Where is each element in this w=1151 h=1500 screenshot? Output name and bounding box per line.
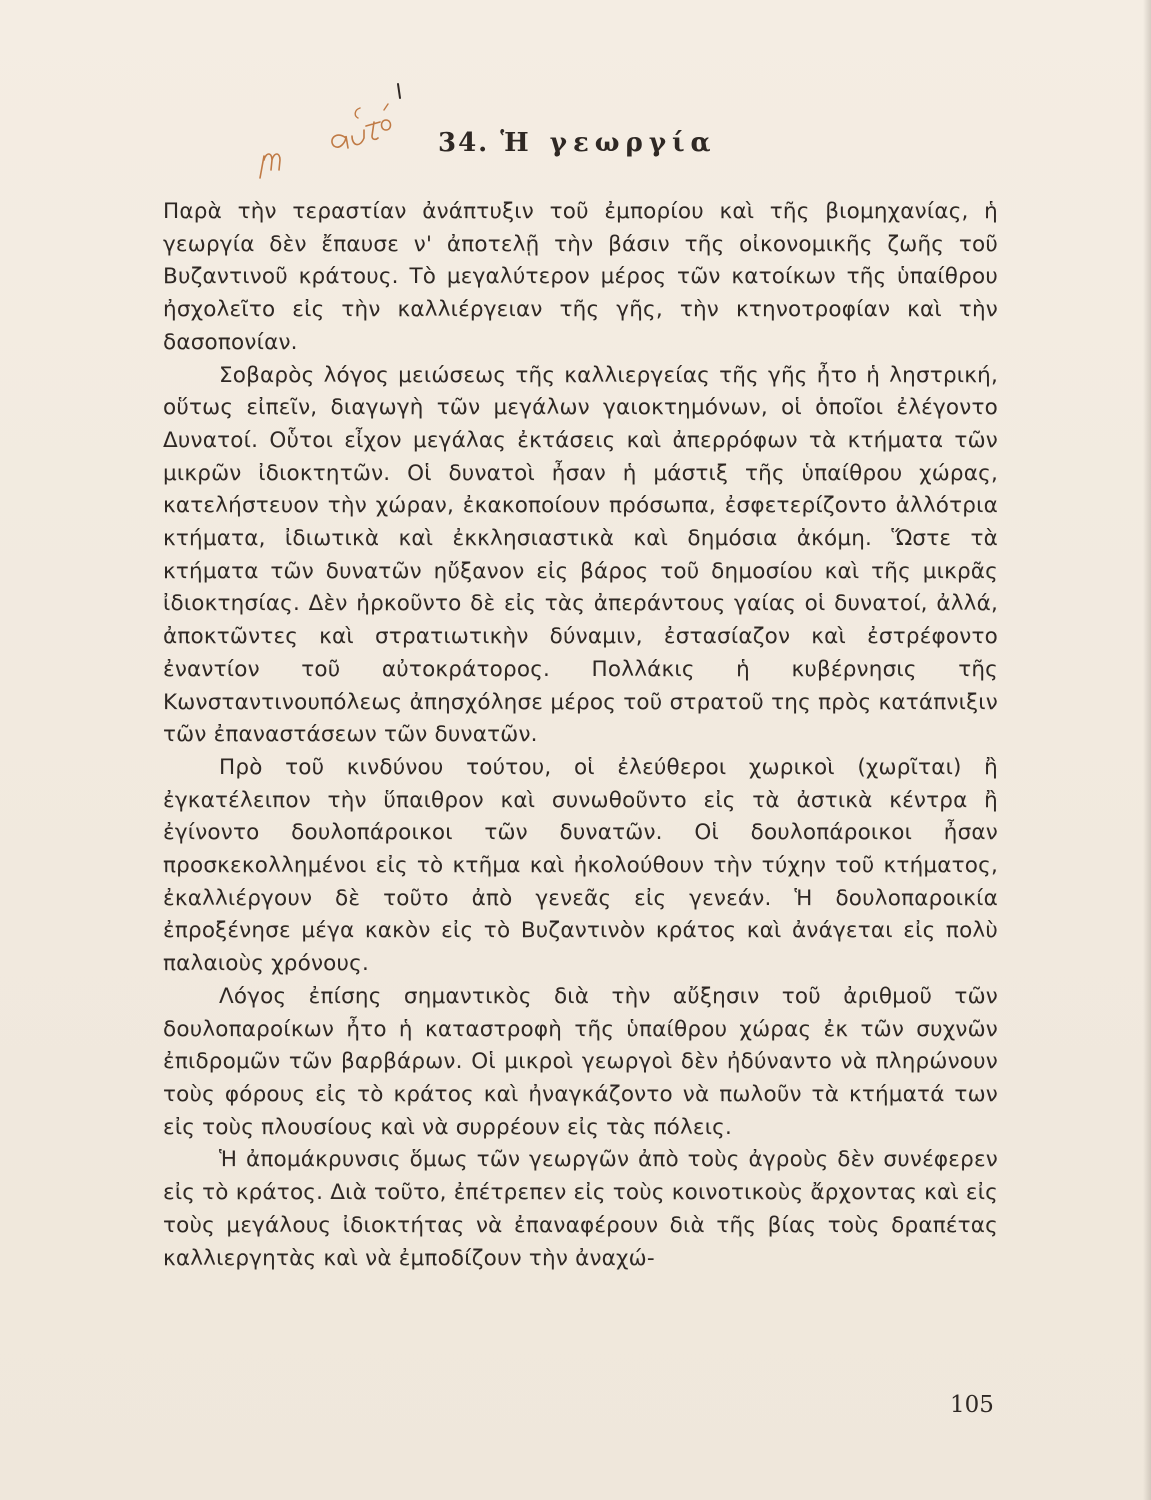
chapter-title: Ἡ γεωργία [500, 128, 717, 158]
paragraph: Παρὰ τὴν τεραστίαν ἀνάπτυξιν τοῦ ἐμπορίου καὶ τῆς βιομηχανίας, ἡ γεωργία δὲν ἔπαυσε ν' ἀποτελῇ τὴν βάσιν τῆς οἰκονομικῆς ζωῆς τοῦ Βυζαντινοῦ κράτους. Τὸ μεγαλύτερον μέρος τῶν κατοίκων τῆς ὑπαίθρου ἠσχολεῖτο εἰς τὴν καλλιέργειαν τῆς γῆς, τὴν κτηνοτροφίαν καὶ τὴν δασοπονίαν. [163, 199, 998, 355]
body-text [163, 196, 998, 1275]
handwritten-scribble [248, 78, 428, 188]
page-number: 105 [950, 1392, 994, 1418]
paragraph: Ἡ ἀπομάκρυνσις ὅμως τῶν γεωργῶν ἀπὸ τοὺς ἀγροὺς δὲν συνέφερεν εἰς τὸ κράτος. Διὰ τοῦτο, ἐπέτρεπεν εἰς τοὺς κοινοτικοὺς ἄρχοντας καὶ εἰς τοὺς μεγάλους ἰδιοκτήτας νὰ ἐπαναφέρουν διὰ τῆς βίας τοὺς δραπέτας καλλιεργητὰς καὶ νὰ ἐμποδίζουν τὴν ἀναχώ- [163, 1147, 998, 1271]
chapter-heading [438, 128, 717, 158]
page-edge-shadow [1143, 0, 1151, 1500]
paragraph: Πρὸ τοῦ κινδύνου τούτου, οἱ ἐλεύθεροι χωρικοὶ (χωρῖται) ἢ ἐγκατέλειπον τὴν ὕπαιθρον καὶ συνωθοῦντο εἰς τὰ ἀστικὰ κέντρα ἢ ἐγίνοντο δουλοπάροικοι τῶν δυνατῶν. Οἱ δουλοπάροικοι ἦσαν προσκεκολλημένοι εἰς τὸ κτῆμα καὶ ἠκολούθουν τὴν τύχην τοῦ κτήματος, ἐκαλλιέργουν δὲ τοῦτο ἀπὸ γενεᾶς εἰς γενεάν. Ἡ δουλοπαροικία ἐπροξένησε μέγα κακὸν εἰς τὸ Βυζαντινὸν κράτος καὶ ἀνάγεται εἰς πολὺ παλαιοὺς χρόνους. [163, 754, 998, 977]
chapter-number: 34. [438, 128, 490, 158]
handwritten-annotation [248, 78, 428, 188]
paragraph: Σοβαρὸς λόγος μειώσεως τῆς καλλιεργείας τῆς γῆς ἦτο ἡ ληστρική, οὕτως εἰπεῖν, διαγωγὴ τῶν μεγάλων γαιοκτημόνων, οἱ ὁποῖοι ἐλέγοντο Δυνατοί. Οὗτοι εἶχον μεγάλας ἐκτάσεις καὶ ἀπερρόφων τὰ κτήματα τῶν μικρῶν ἰδιοκτητῶν. Οἱ δυνατοὶ ἦσαν ἡ μάστιξ τῆς ὑπαίθρου χώρας, κατελήστευον τὴν χώραν, ἐκακοποίουν πρόσωπα, ἐσφετερίζοντο ἀλλότρια κτήματα, ἰδιωτικὰ καὶ ἐκκλησιαστικὰ καὶ δημόσια ἀκόμη. Ὥστε τὰ κτήματα τῶν δυνατῶν ηὔξανον εἰς βάρος τοῦ δημοσίου καὶ τῆς μικρᾶς ἰδιοκτησίας. Δὲν ἠρκοῦντο δὲ εἰς τὰς ἀπεράντους γαίας οἱ δυνατοί, ἀλλά, ἀποκτῶντες καὶ στρατιωτικὴν δύναμιν, ἐστασίαζον καὶ ἐστρέφοντο ἐναντίον τοῦ αὐτοκράτορος. Πολλάκις ἡ κυβέρνησις τῆς Κωνσταντινουπόλεως ἀπησχόλησε μέρος τοῦ στρατοῦ της πρὸς κατάπνιξιν τῶν ἐπαναστάσεων τῶν δυνατῶν. [163, 362, 998, 748]
paragraph: Λόγος ἐπίσης σημαντικὸς διὰ τὴν αὔξησιν τοῦ ἀριθμοῦ τῶν δουλοπαροίκων ἦτο ἡ καταστροφὴ τῆς ὑπαίθρου χώρας ἐκ τῶν συχνῶν ἐπιδρομῶν τῶν βαρβάρων. Οἱ μικροὶ γεωργοὶ δὲν ἠδύναντο νὰ πληρώνουν τοὺς φόρους εἰς τὸ κράτος καὶ ἠναγκάζοντο νὰ πωλοῦν τὰ κτήματά των εἰς τοὺς πλουσίους καὶ νὰ συρρέουν εἰς τὰς πόλεις. [163, 983, 998, 1140]
